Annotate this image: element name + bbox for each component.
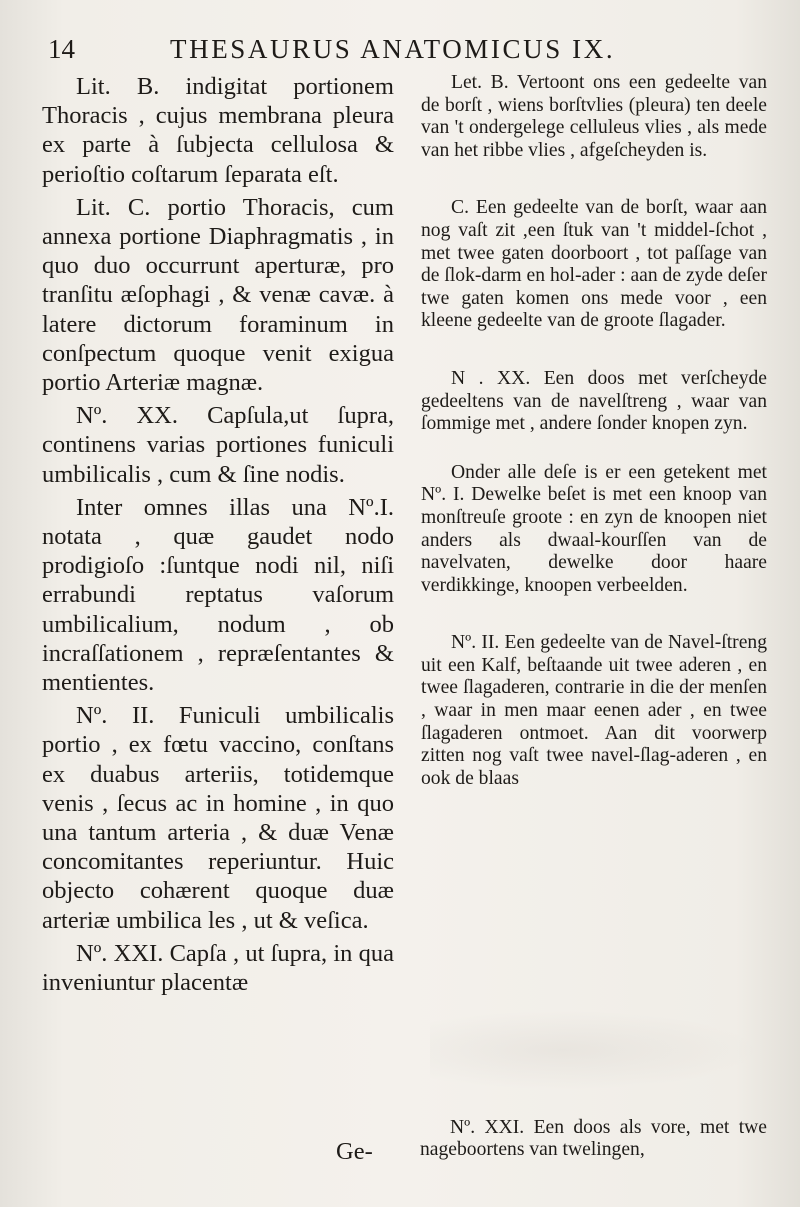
dutch-paragraph-n-xx: N . XX. Een doos met verſcheyde gedeeltens van de navelſtreng , waar van ſommige met , andere ſonder knopen zyn.: [421, 367, 767, 435]
show-through-shadow: [430, 1010, 760, 1090]
dutch-paragraph-no-ii: Nº. II. Een gedeelte van de Navel-ſtreng uit een Kalf, beſtaande uit twee aderen , en twee ſlagaderen, contrarie in die der menſen , waar in men maar eenen ader , en twee ſlagaderen ontmoet. Aan dit voorwerp zitten nog vaſt twee navel-ſlag-aderen , en ook de blaas: [421, 632, 767, 789]
latin-paragraph-lit-b: Lit. B. indigitat portionem Thoracis , cujus membrana pleura ex parte à ſubjecta cellulosa & perioſtio coſtarum ſeparata eſt.: [42, 73, 394, 188]
latin-paragraph-no-ii: Nº. II. Funiculi umbilicalis portio , ex fœtu vaccino, conſtans ex duabus arteriis, totidemque venis , ſecus ac in homine , in quo una tantum arteria , & duæ Venæ concomitantes reperiuntur. Huic objecto cohærent quoque duæ arteriæ umbilica les , ut & veſica.: [42, 702, 394, 934]
dutch-paragraph-no-i: Onder alle deſe is er een getekent met Nº. I. Dewelke beſet is met een knoop van monſtreuſe groote : en zyn de knoopen niet anders als dwaal-kourſſen van de navelvaten, dewelke door haare verdikkinge, knoopen verbeelden.: [421, 461, 767, 596]
running-title: THESAURUS ANATOMICUS IX.: [170, 34, 616, 64]
page-header: [40, 34, 780, 74]
latin-paragraph-no-xxi: Nº. XXI. Capſa , ut ſupra, in qua inveniuntur placentæ: [42, 939, 394, 997]
page-number: 14: [48, 34, 75, 64]
latin-paragraph-no-xx: Nº. XX. Capſula,ut ſupra, continens varias portiones funiculi umbilicalis , cum & ſine nodis.: [42, 402, 394, 488]
latin-paragraph-lit-c: Lit. C. portio Thoracis, cum annexa portione Diaphragmatis , in quo duo occurrunt aperturæ, pro tranſitu æſophagi , & venæ cavæ. à latere dictorum foraminum in conſpectum quoque venit exigua portio Arteriæ magnæ.: [42, 193, 394, 397]
dutch-paragraph-let-b: Let. B. Vertoont ons een gedeelte van de borſt , wiens borſtvlies (pleura) ten deele van 't ondergelege celluleus vlies , als mede van het ribbe vlies , afgeſcheyden is.: [421, 72, 767, 161]
latin-column: [42, 72, 394, 997]
dutch-paragraph-no-xxi: Nº. XXI. Een doos als vore, met twe nageboortens van twelingen,: [420, 1116, 767, 1161]
dutch-paragraph-c: C. Een gedeelte van de borſt, waar aan nog vaſt zit ,een ſtuk van 't middel-ſchot , met twee gaten doorboort , tot paſſage van de ſlok-darm en hol-ader : aan de zyde deſer twe gaten komen ons mede voor , een kleene gedeelte van de groote ſlagader.: [421, 197, 767, 332]
dutch-column: [421, 72, 767, 790]
latin-paragraph-no-i: Inter omnes illas una Nº.I. notata , quæ gaudet nodo prodigioſo :ſuntque nodi nil, niſi errabundi reptatus vaſorum umbilicalium, nodum , ob incraſſationem , repræſentantes & mentientes.: [42, 493, 394, 697]
latin-catchword: Ge-: [336, 1138, 373, 1165]
